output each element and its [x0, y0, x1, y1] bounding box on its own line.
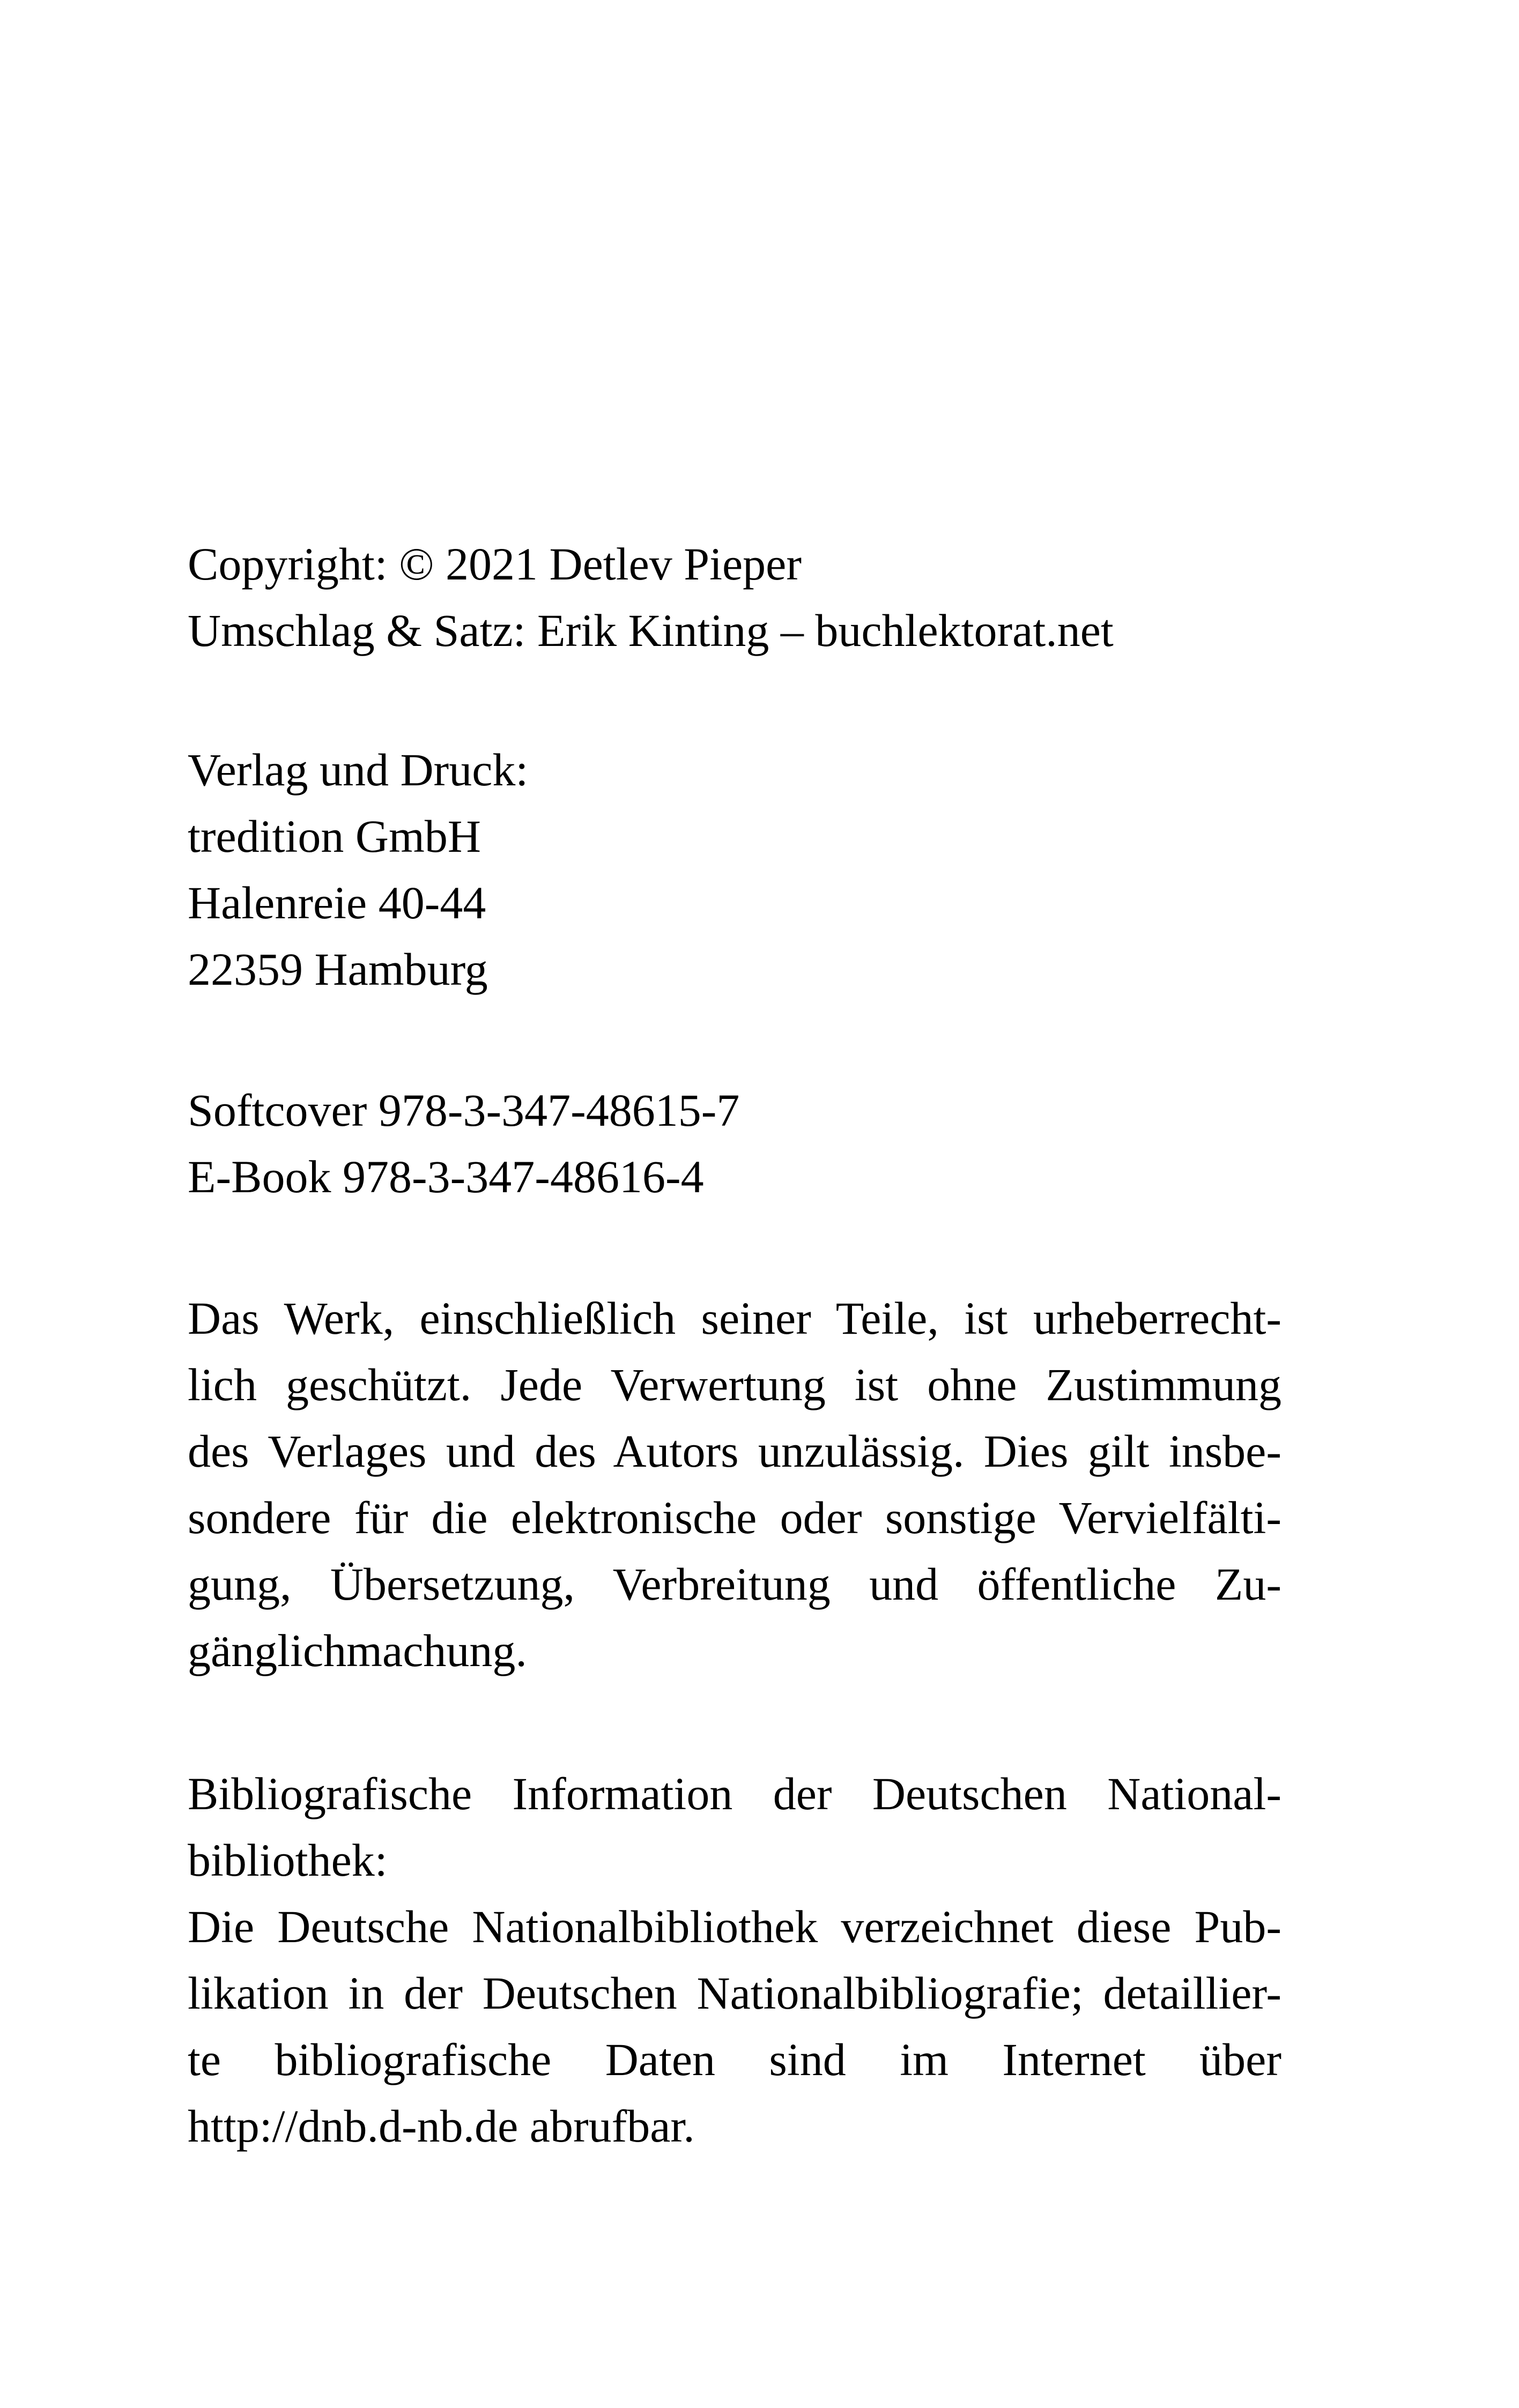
copyright-notice-line: lich geschützt. Jede Verwertung ist ohne Zustimmung	[188, 1359, 1281, 1410]
copyright-line: Copyright: © 2021 Detlev Pieper	[188, 538, 802, 590]
copyright-notice-paragraph	[188, 1285, 1281, 1684]
imprint-text-block	[188, 531, 1281, 2159]
copyright-notice-line: des Verlages und des Autors unzulässig. Dies gilt insbe-	[188, 1425, 1281, 1477]
bibliographic-heading-line: Bibliografische Information der Deutschen National-	[188, 1768, 1281, 1819]
bibliographic-body-line: Die Deutsche Nationalbibliothek verzeichnet diese Pub-	[188, 1901, 1281, 1952]
copyright-notice-line: Das Werk, einschließlich seiner Teile, ist urheberrecht-	[188, 1292, 1281, 1344]
bibliographic-body-line: te bibliografische Daten sind im Internet über	[188, 2034, 1281, 2085]
copyright-notice-last-line: gänglichmachung.	[188, 1625, 527, 1676]
softcover-isbn: Softcover 978-3-347-48615-7	[188, 1084, 740, 1136]
bibliographic-heading-line: bibliothek:	[188, 1834, 388, 1886]
bibliographic-information-paragraph	[188, 1760, 1281, 2159]
publisher-city: 22359 Hamburg	[188, 943, 488, 995]
bibliographic-url-line: http://dnb.d-nb.de abrufbar.	[188, 2100, 695, 2152]
publisher-street: Halenreie 40-44	[188, 877, 486, 928]
ebook-isbn: E-Book 978-3-347-48616-4	[188, 1151, 704, 1202]
copyright-notice-line: gung, Übersetzung, Verbreitung und öffentliche Zu-	[188, 1558, 1281, 1610]
cover-typesetting-line: Umschlag & Satz: Erik Kinting – buchlektorat.net	[188, 605, 1114, 656]
publisher-name: tredition GmbH	[188, 811, 481, 862]
publisher-heading: Verlag und Druck:	[188, 744, 529, 796]
copyright-notice-line: sondere für die elektronische oder sonstige Vervielfälti-	[188, 1492, 1281, 1543]
bibliographic-body-line: likation in der Deutschen Nationalbibliografie; detaillier-	[188, 1967, 1281, 2019]
